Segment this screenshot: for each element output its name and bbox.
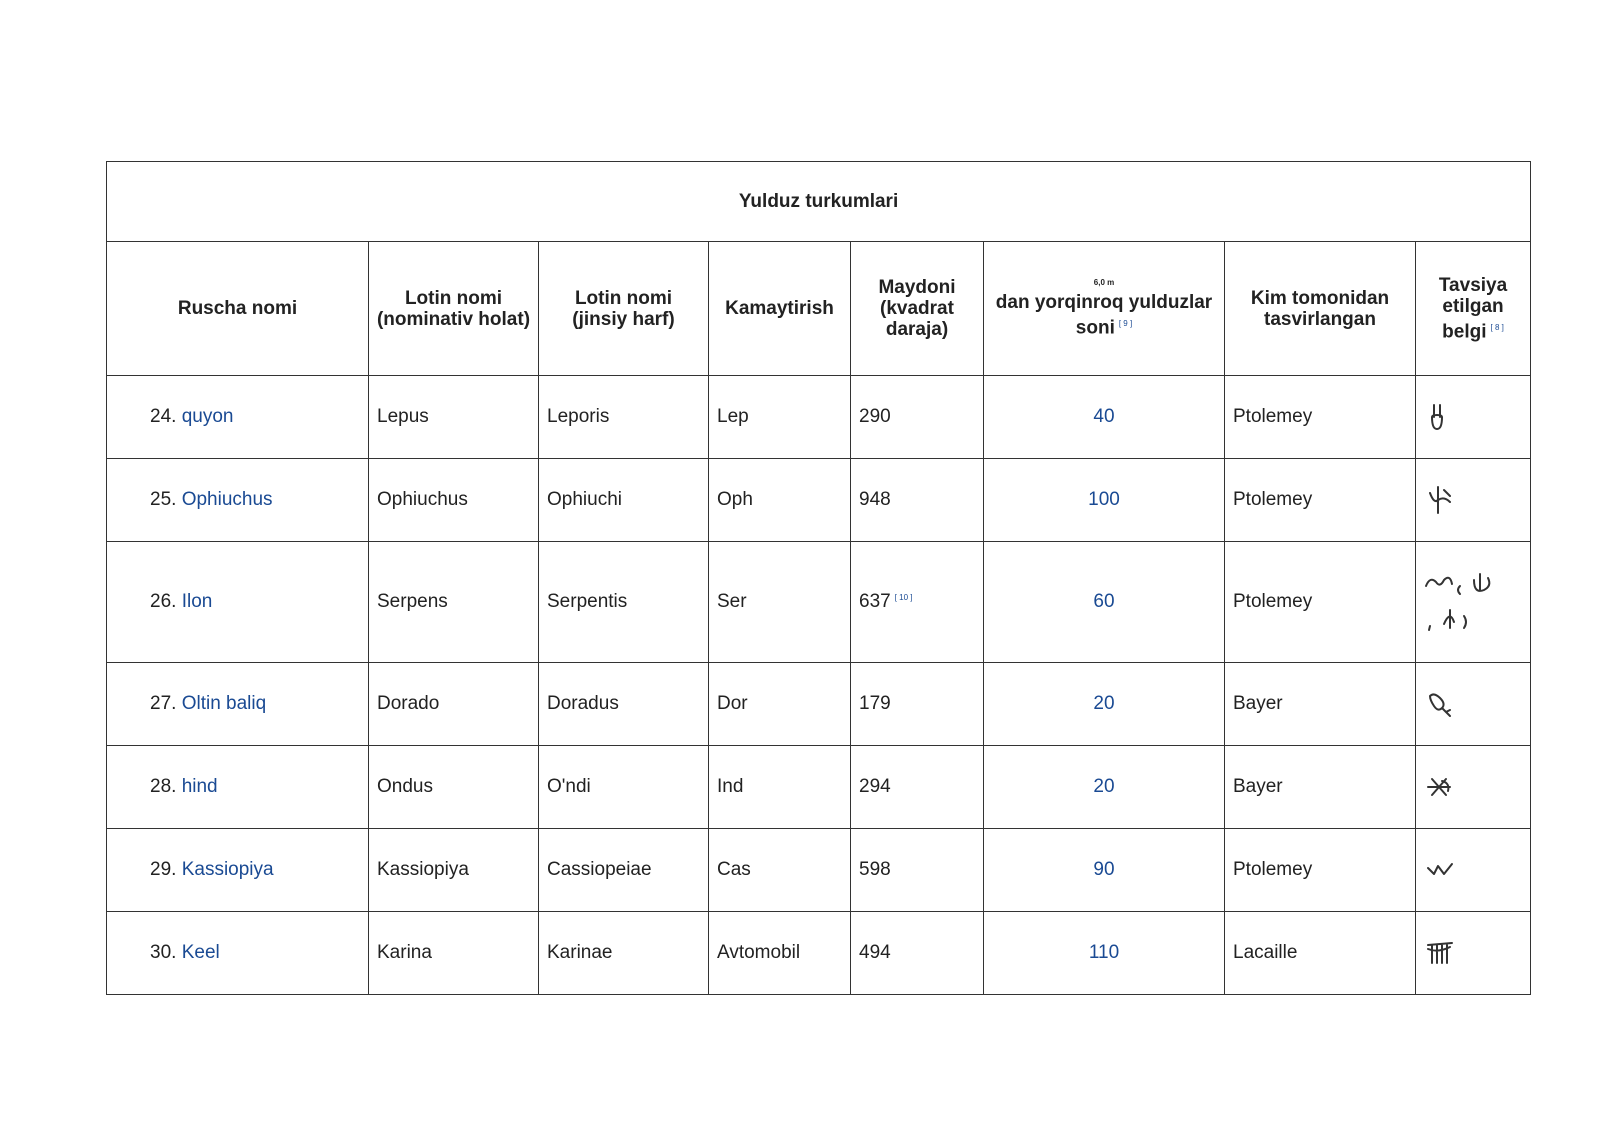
table-row — [107, 829, 1531, 912]
russian-name-link[interactable]: Ilon — [181, 591, 213, 612]
bright-stars-cell — [984, 912, 1225, 995]
row-number: 27. — [150, 693, 177, 714]
header-area: Maydoni (kvadrat daraja) — [851, 242, 984, 376]
abbreviation-cell: Ind — [709, 746, 851, 829]
described-by-cell: Ptolemey — [1225, 376, 1416, 459]
table-row — [107, 746, 1531, 829]
russian-name-link[interactable]: Keel — [181, 942, 220, 963]
described-by-cell: Ptolemey — [1225, 542, 1416, 663]
bright-stars-cell — [984, 663, 1225, 746]
area-cell: 294 — [851, 746, 984, 829]
bright-stars-cell — [984, 542, 1225, 663]
latin-nominative-cell: Ophiuchus — [369, 459, 539, 542]
described-by-cell: Bayer — [1225, 746, 1416, 829]
table-row — [107, 376, 1531, 459]
abbreviation-cell: Cas — [709, 829, 851, 912]
bright-stars-cell — [984, 376, 1225, 459]
latin-nominative-cell: Serpens — [369, 542, 539, 663]
table-title: Yulduz turkumlari — [107, 162, 1531, 242]
latin-genitive-cell: Cassiopeiae — [539, 829, 709, 912]
russian-name-cell — [107, 542, 369, 663]
russian-name-cell — [107, 459, 369, 542]
bright-stars-cell — [984, 829, 1225, 912]
table-row — [107, 912, 1531, 995]
symbol-cell — [1416, 542, 1531, 663]
area-cell: 290 — [851, 376, 984, 459]
constellation-table-wrap — [106, 161, 1530, 995]
described-by-cell: Ptolemey — [1225, 459, 1416, 542]
area-cell — [851, 542, 984, 663]
area-ref[interactable]: [ 10 ] — [894, 592, 913, 602]
lepus-symbol-icon — [1424, 401, 1458, 433]
header-latin-nominative: Lotin nomi (nominativ holat) — [369, 242, 539, 376]
russian-name-cell — [107, 912, 369, 995]
abbreviation-cell: Oph — [709, 459, 851, 542]
latin-genitive-cell: Serpentis — [539, 542, 709, 663]
table-row — [107, 542, 1531, 663]
latin-nominative-cell: Kassiopiya — [369, 829, 539, 912]
abbreviation-cell: Ser — [709, 542, 851, 663]
header-magnitude: 6,0 m — [1093, 278, 1115, 288]
latin-genitive-cell: Doradus — [539, 663, 709, 746]
area-cell: 494 — [851, 912, 984, 995]
cassiopeia-symbol-icon — [1424, 854, 1458, 886]
header-latin-genitive: Lotin nomi (jinsiy harf) — [539, 242, 709, 376]
described-by-cell: Lacaille — [1225, 912, 1416, 995]
russian-name-cell — [107, 376, 369, 459]
russian-name-link[interactable]: Oltin baliq — [181, 693, 267, 714]
russian-name-link[interactable]: Ophiuchus — [181, 489, 273, 510]
abbreviation-cell: Lep — [709, 376, 851, 459]
indus-symbol-icon — [1424, 771, 1458, 803]
header-symbol-ref[interactable]: [ 8 ] — [1490, 322, 1504, 332]
abbreviation-cell: Avtomobil — [709, 912, 851, 995]
area-value: 637 — [859, 591, 891, 612]
bright-stars-cell — [984, 459, 1225, 542]
latin-nominative-cell: Ondus — [369, 746, 539, 829]
bright-stars-link[interactable]: 100 — [1088, 489, 1120, 510]
symbol-cell — [1416, 459, 1531, 542]
bright-stars-link[interactable]: 90 — [1093, 859, 1115, 880]
abbreviation-cell: Dor — [709, 663, 851, 746]
russian-name-link[interactable]: Kassiopiya — [181, 859, 274, 880]
described-by-cell: Bayer — [1225, 663, 1416, 746]
latin-nominative-cell: Lepus — [369, 376, 539, 459]
header-bright-stars — [984, 242, 1225, 376]
header-bright-stars-ref[interactable]: [ 9 ] — [1118, 319, 1133, 329]
bright-stars-link[interactable]: 20 — [1093, 776, 1115, 797]
area-cell: 179 — [851, 663, 984, 746]
header-symbol — [1416, 242, 1531, 376]
symbol-cell — [1416, 746, 1531, 829]
symbol-cell — [1416, 829, 1531, 912]
header-symbol-label: Tavsiya etilgan belgi — [1438, 274, 1508, 343]
area-cell: 948 — [851, 459, 984, 542]
latin-genitive-cell: Leporis — [539, 376, 709, 459]
row-number: 29. — [150, 859, 177, 880]
symbol-cell — [1416, 376, 1531, 459]
russian-name-cell — [107, 746, 369, 829]
russian-name-cell — [107, 829, 369, 912]
constellation-table — [106, 161, 1531, 995]
latin-nominative-cell: Karina — [369, 912, 539, 995]
row-number: 30. — [150, 942, 177, 963]
serpens-symbol-icon — [1424, 570, 1504, 634]
row-number: 28. — [150, 776, 177, 797]
area-cell: 598 — [851, 829, 984, 912]
bright-stars-link[interactable]: 60 — [1093, 591, 1115, 612]
latin-genitive-cell: Ophiuchi — [539, 459, 709, 542]
dorado-symbol-icon — [1424, 688, 1458, 720]
bright-stars-cell — [984, 746, 1225, 829]
russian-name-cell — [107, 663, 369, 746]
bright-stars-link[interactable]: 110 — [1088, 942, 1120, 963]
symbol-cell — [1416, 663, 1531, 746]
russian-name-link[interactable]: quyon — [181, 406, 234, 427]
russian-name-link[interactable]: hind — [181, 776, 218, 797]
table-row — [107, 663, 1531, 746]
row-number: 25. — [150, 489, 177, 510]
row-number: 26. — [150, 591, 177, 612]
header-described-by: Kim tomonidan tasvirlangan — [1225, 242, 1416, 376]
symbol-cell — [1416, 912, 1531, 995]
table-row — [107, 459, 1531, 542]
header-abbreviation: Kamaytirish — [709, 242, 851, 376]
latin-nominative-cell: Dorado — [369, 663, 539, 746]
carina-symbol-icon — [1424, 937, 1458, 969]
table-header-row — [107, 242, 1531, 376]
latin-genitive-cell: O'ndi — [539, 746, 709, 829]
ophiuchus-symbol-icon — [1424, 484, 1458, 516]
header-russian-name: Ruscha nomi — [107, 242, 369, 376]
described-by-cell: Ptolemey — [1225, 829, 1416, 912]
header-bright-stars-label: dan yorqinroq yulduzlar soni — [995, 292, 1213, 339]
row-number: 24. — [150, 406, 177, 427]
bright-stars-link[interactable]: 20 — [1093, 693, 1115, 714]
latin-genitive-cell: Karinae — [539, 912, 709, 995]
bright-stars-link[interactable]: 40 — [1093, 406, 1115, 427]
